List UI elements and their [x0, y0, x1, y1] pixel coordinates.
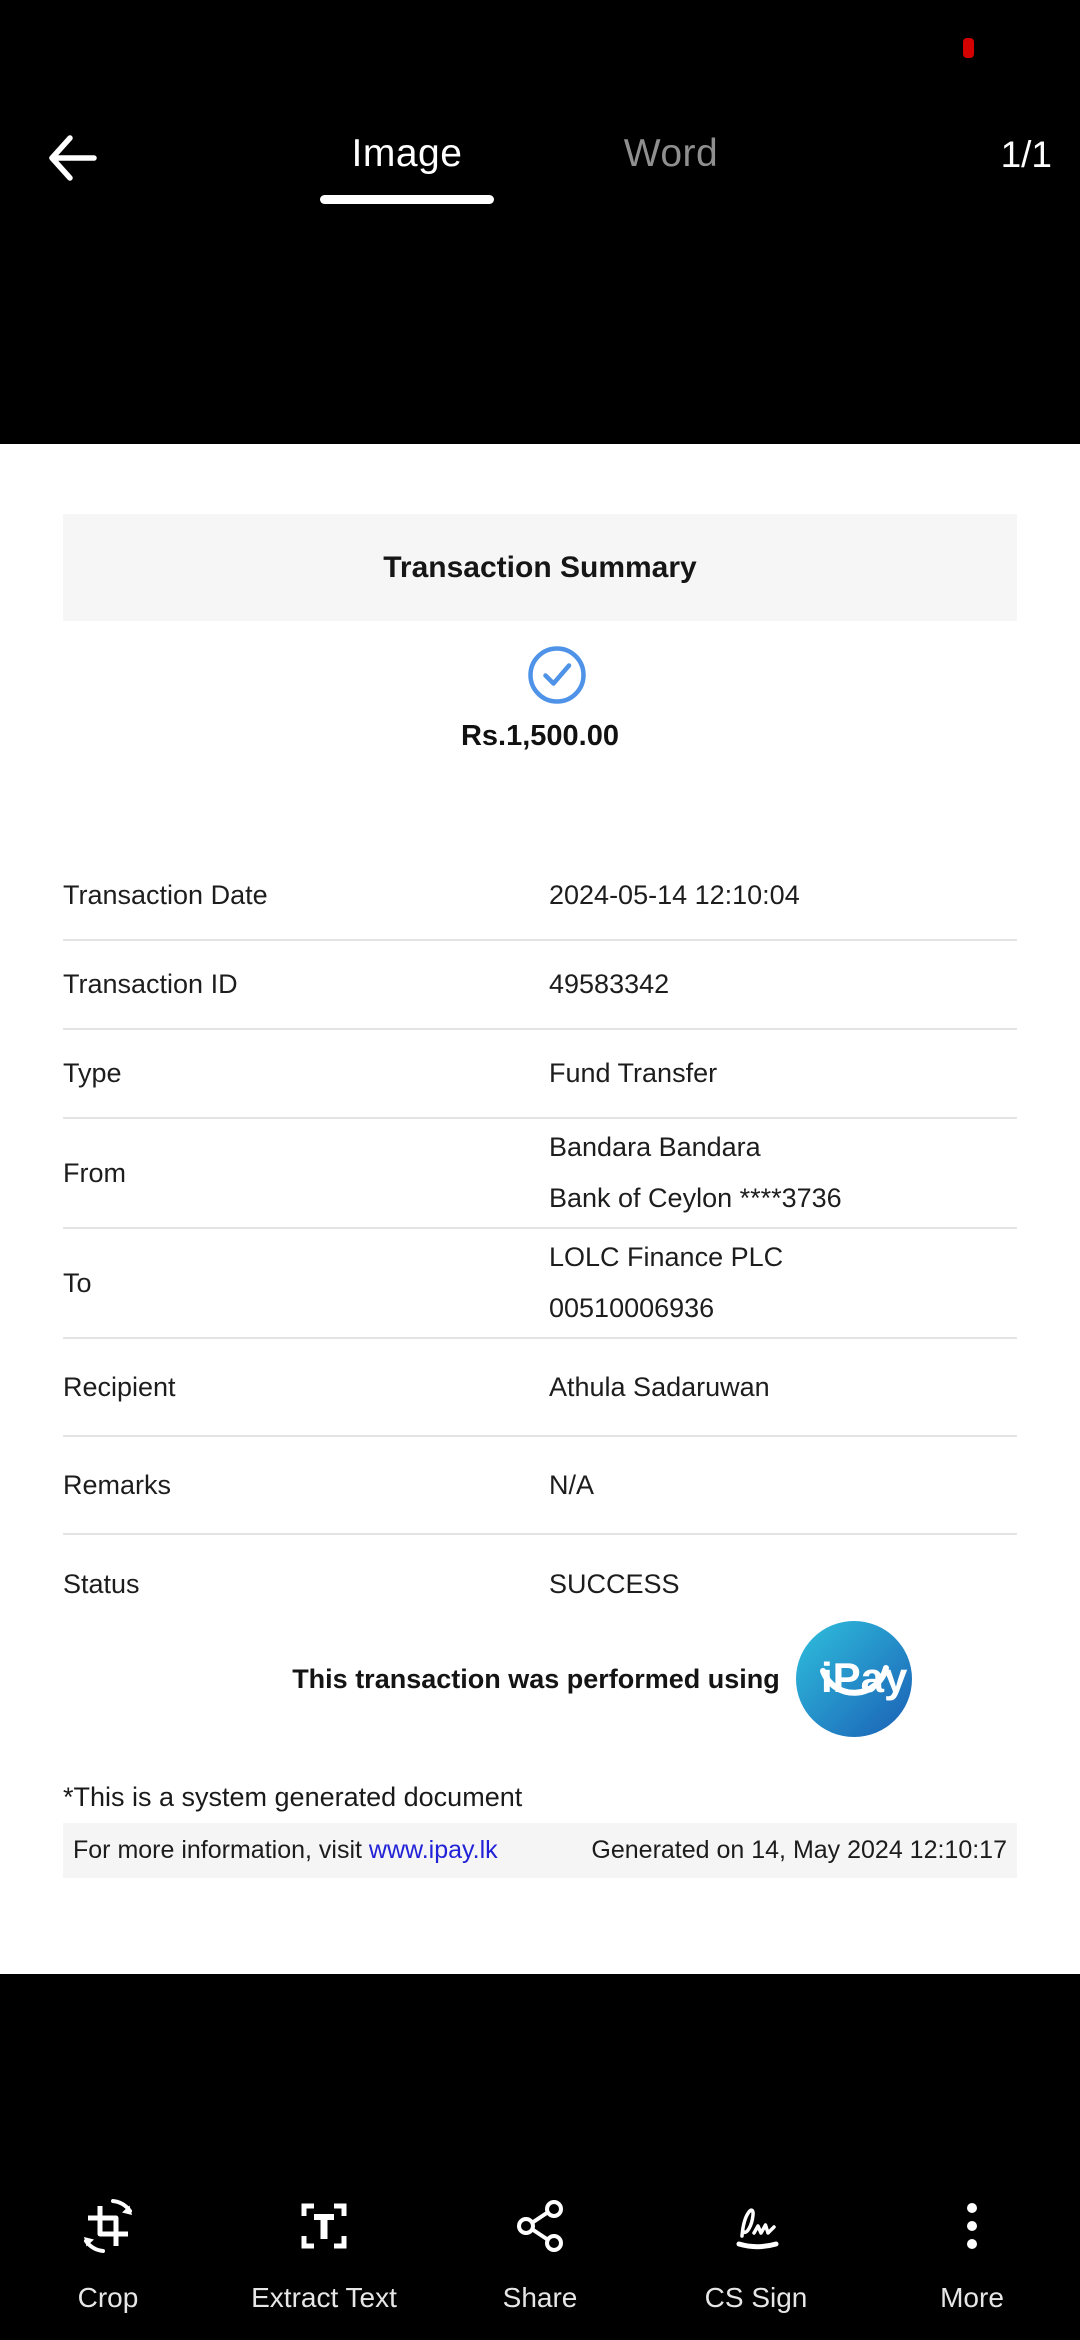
transaction-details-table — [63, 852, 1017, 1633]
ipay-logo-text: iPay — [820, 1654, 908, 1701]
tab-word[interactable]: Word — [541, 132, 801, 176]
success-check-icon — [527, 645, 587, 705]
row-label: To — [63, 1267, 92, 1298]
more-vertical-icon — [942, 2196, 1002, 2256]
crop-rotate-icon — [78, 2196, 138, 2256]
receipt-title: Transaction Summary — [63, 514, 1017, 621]
share-icon — [510, 2196, 570, 2256]
row-value-line1: LOLC Finance PLC — [549, 1242, 784, 1272]
row-value-line2: Bank of Ceylon ****3736 — [549, 1183, 842, 1213]
row-label: From — [63, 1157, 126, 1188]
share-button[interactable] — [432, 2196, 648, 2314]
page-indicator: 1/1 — [1000, 134, 1052, 175]
footer-generated-text: Generated on 14, May 2024 12:10:17 — [591, 1836, 1007, 1864]
tool-label: Crop — [77, 2282, 139, 2313]
active-tab-underline — [320, 195, 494, 204]
status-value: SUCCESS — [549, 1568, 680, 1599]
more-button[interactable] — [864, 2196, 1080, 2314]
footer-info — [73, 1836, 498, 1865]
signature-icon — [726, 2196, 786, 2256]
cs-sign-button[interactable] — [648, 2196, 864, 2314]
receipt-footer-bar — [63, 1823, 1017, 1878]
row-label: Transaction ID — [63, 969, 238, 999]
bottom-toolbar — [0, 2196, 1080, 2314]
ipay-logo-icon — [796, 1621, 912, 1737]
back-button[interactable] — [40, 126, 104, 190]
back-arrow-icon — [40, 126, 104, 190]
extract-text-icon — [294, 2196, 354, 2256]
row-value — [549, 1232, 783, 1334]
tool-label: More — [940, 2282, 1004, 2313]
row-label: Remarks — [63, 1469, 172, 1500]
row-value — [549, 1122, 842, 1224]
table-row — [63, 1437, 1017, 1535]
row-value: Fund Transfer — [549, 1058, 718, 1088]
row-value-line2: 00510006936 — [549, 1293, 715, 1323]
tab-image[interactable]: Image — [277, 132, 537, 176]
recording-indicator-dot — [963, 38, 974, 58]
table-row — [63, 941, 1017, 1030]
receipt-document — [0, 444, 1080, 1974]
ipay-link[interactable]: www.ipay.lk — [368, 1836, 498, 1864]
row-label: Transaction Date — [63, 880, 268, 910]
footer-info-text: For more information, visit — [73, 1836, 369, 1864]
crop-button[interactable] — [0, 2196, 216, 2314]
tool-label: CS Sign — [704, 2282, 808, 2313]
tool-label: Share — [502, 2282, 578, 2313]
row-label: Status — [63, 1568, 140, 1599]
extract-text-button[interactable] — [216, 2196, 432, 2314]
table-row — [63, 852, 1017, 941]
row-label: Type — [63, 1058, 122, 1088]
transaction-amount: Rs.1,500.00 — [460, 720, 619, 752]
row-value: Athula Sadaruwan — [549, 1371, 770, 1402]
row-label: Recipient — [63, 1371, 176, 1402]
table-row — [63, 1535, 1017, 1633]
system-generated-note: *This is a system generated document — [63, 1782, 523, 1812]
table-row — [63, 1119, 1017, 1229]
tool-label: Extract Text — [251, 2282, 397, 2313]
table-row — [63, 1229, 1017, 1339]
table-row — [63, 1030, 1017, 1119]
row-value: N/A — [549, 1469, 595, 1500]
performed-using-row — [62, 1621, 1080, 1737]
row-value: 2024-05-14 12:10:04 — [549, 880, 800, 910]
performed-using-text: This transaction was performed using — [292, 1663, 780, 1694]
row-value-line1: Bandara Bandara — [549, 1132, 761, 1162]
table-row — [63, 1339, 1017, 1437]
row-value: 49583342 — [549, 969, 670, 999]
